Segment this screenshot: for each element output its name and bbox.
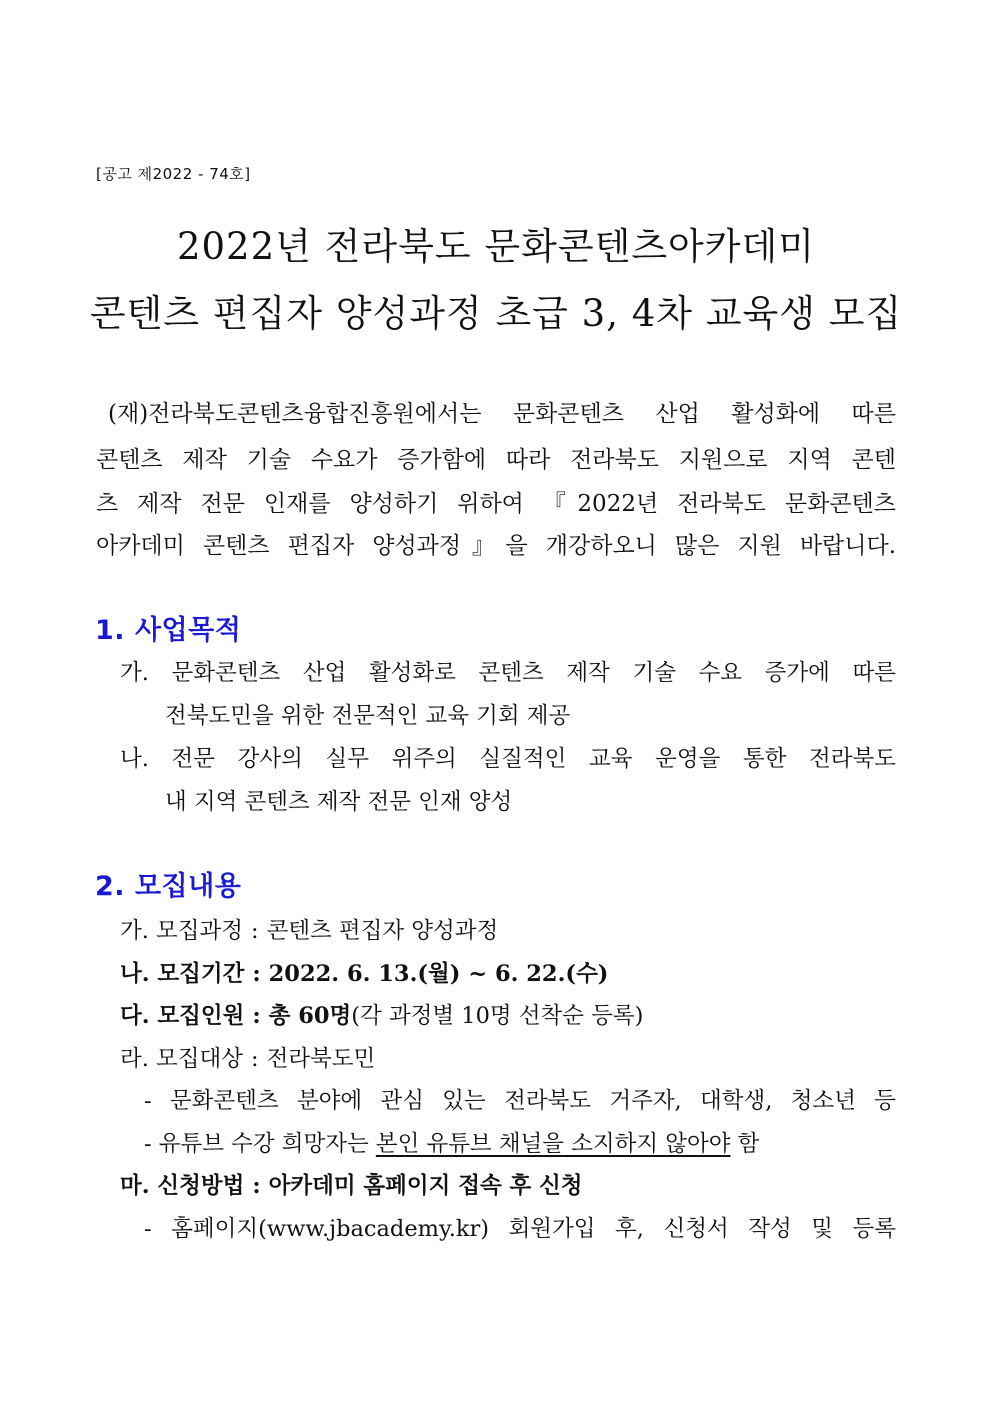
purpose-item-a-line-1: 가. 문화콘텐츠 산업 활성화로 콘텐츠 제작 기술 수요 증가에 따른 [120, 660, 896, 686]
section-1-heading: 1. 사업목적 [95, 615, 242, 646]
intro-line-2: 콘텐츠 제작 기술 수요가 증가함에 따라 전라북도 지원으로 지역 콘텐 [96, 447, 896, 473]
youtube-condition-prefix: - 유튜브 수강 희망자는 [144, 1131, 369, 1157]
youtube-condition-underlined: 본인 유튜브 채널을 소지하지 않아야 [375, 1131, 731, 1157]
intro-line-4: 아카데미 콘텐츠 편집자 양성과정』을 개강하오니 많은 지원 바랍니다. [96, 533, 896, 559]
apply-method-row [120, 1168, 583, 1200]
intro-line-1: (재)전라북도콘텐츠융합진흥원에서는 문화콘텐츠 산업 활성화에 따른 [108, 401, 896, 427]
colon: : [252, 1173, 261, 1199]
recruit-period-row [120, 956, 608, 988]
purpose-item-b-line-2: 내 지역 콘텐츠 제작 전문 인재 양성 [165, 789, 513, 815]
recruit-course-label: 가. 모집과정 [120, 918, 243, 944]
recruit-count-row [120, 998, 643, 1030]
colon: : [250, 918, 259, 944]
recruit-target-sub-2 [144, 1126, 759, 1158]
section-2-heading: 2. 모집내용 [95, 871, 242, 902]
notice-number: [공고 제2022 - 74호] [96, 165, 251, 183]
youtube-condition-suffix: 함 [737, 1131, 760, 1157]
recruit-period-label: 나. 모집기간 [120, 961, 245, 987]
recruit-course-row [120, 913, 498, 945]
recruit-course-value: 콘텐츠 편집자 양성과정 [266, 918, 499, 944]
recruit-target-value: 전라북도민 [266, 1046, 376, 1072]
document-title-line-2: 콘텐츠 편집자 양성과정 초급 3, 4차 교육생 모집 [89, 292, 903, 335]
apply-method-value: 아카데미 홈페이지 접속 후 신청 [268, 1173, 583, 1199]
colon: : [250, 1046, 259, 1072]
apply-method-label: 마. 신청방법 [120, 1173, 245, 1199]
recruit-count-label: 다. 모집인원 [120, 1003, 245, 1029]
purpose-item-b-line-1: 나. 전문 강사의 실무 위주의 실질적인 교육 운영을 통한 전라북도 [120, 746, 896, 772]
colon: : [252, 961, 261, 987]
intro-line-3: 츠 제작 전문 인재를 양성하기 위하여 『2022년 전라북도 문화콘텐츠 [96, 491, 896, 517]
recruit-period-value: 2022. 6. 13.(월) ~ 6. 22.(수) [268, 961, 609, 987]
recruit-target-label: 라. 모집대상 [120, 1046, 243, 1072]
recruit-count-value: 총 60명 [268, 1003, 352, 1029]
recruit-target-sub-1: - 문화콘텐츠 분야에 관심 있는 전라북도 거주자, 대학생, 청소년 등 [144, 1088, 896, 1114]
colon: : [252, 1003, 261, 1029]
apply-method-sub-1: - 홈페이지(www.jbacademy.kr) 회원가입 후, 신청서 작성 및 등록 [144, 1216, 896, 1242]
recruit-count-note: (각 과정별 10명 선착순 등록) [351, 1003, 644, 1029]
recruit-target-row [120, 1041, 375, 1073]
purpose-item-a-line-2: 전북도민을 위한 전문적인 교육 기회 제공 [165, 703, 571, 729]
document-title-line-1: 2022년 전라북도 문화콘텐츠아카데미 [176, 225, 816, 268]
